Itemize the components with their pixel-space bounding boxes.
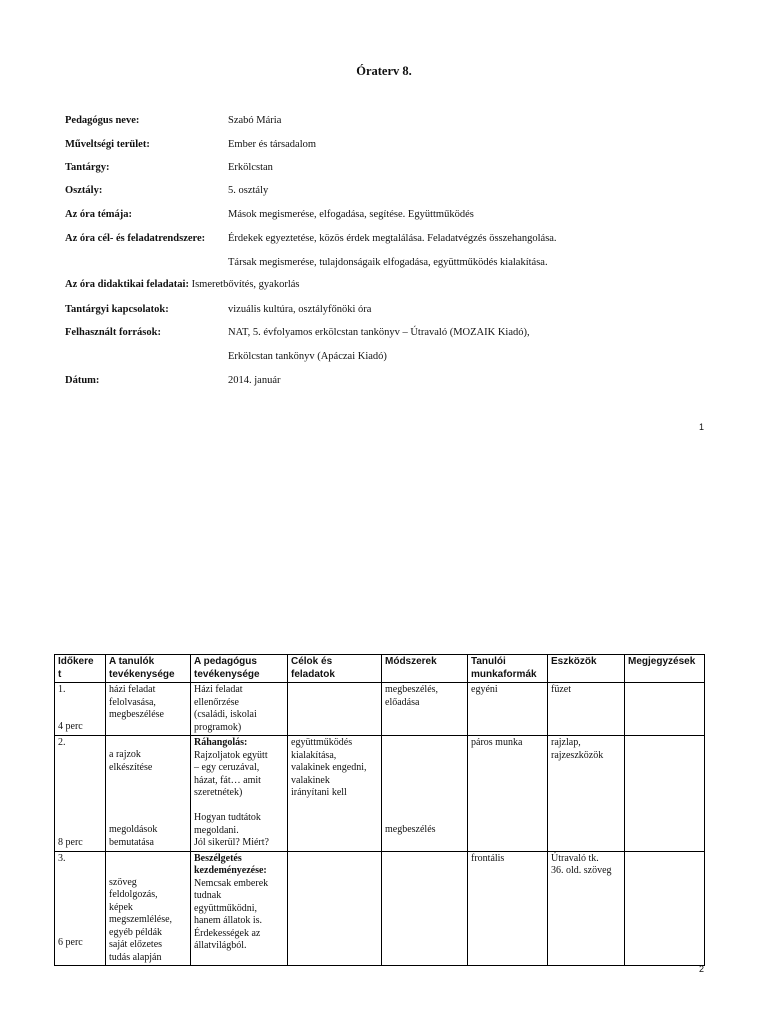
info-label: Pedagógus neve: — [65, 115, 140, 126]
info-value: 5. osztály — [228, 185, 269, 196]
students-cell — [106, 851, 191, 966]
forms-cell — [468, 736, 548, 852]
row-number: 1. — [58, 684, 66, 695]
info-value: Ismeretbővítés, gyakorlás — [191, 279, 300, 290]
tools-cell — [548, 736, 625, 852]
forms-text: frontális — [471, 852, 505, 864]
info-label: Felhasznált források: — [65, 327, 161, 338]
goals-cell — [288, 736, 382, 852]
students-cell — [106, 683, 191, 736]
teacher-cell — [191, 851, 288, 966]
methods-text: megbeszélés — [385, 823, 436, 835]
info-value: Mások megismerése, elfogadása, segítése. Együttműködés — [228, 209, 474, 220]
row-number: 2. — [58, 737, 66, 748]
tools-text: füzet — [551, 684, 571, 695]
col-header-students: A tanulók tevékenysége — [106, 655, 191, 683]
students-text: házi feladat felolvasása, megbeszélése — [109, 684, 164, 720]
lesson-plan-table — [54, 654, 705, 966]
info-label: Az óra didaktikai feladatai: — [65, 279, 189, 290]
table-header-row — [55, 655, 705, 683]
col-header-tools: Eszközök — [548, 655, 625, 683]
info-label: Dátum: — [65, 375, 100, 386]
goals-cell — [288, 851, 382, 966]
teacher-text: Házi feladat ellenőrzése (családi, iskolai programok) — [194, 684, 257, 733]
students-text-bottom: megoldások bemutatása — [109, 824, 158, 848]
duration: 6 perc — [58, 937, 83, 948]
col-header-forms: Tanulói munkaformák — [468, 655, 548, 683]
col-header-teacher: A pedagógus tevékenysége — [191, 655, 288, 683]
teacher-text: Rajzoljatok együtt – egy ceruzával, házat, fát… amit szeretnétek) Hogyan tudtátok megoldani. Jól sikerül? Miért? — [194, 749, 269, 848]
forms-cell — [468, 851, 548, 966]
info-label: Osztály: — [65, 185, 103, 196]
table-row — [55, 683, 705, 736]
info-value: Érdekek egyeztetése, közös érdek megtalálása. Feladatvégzés összehangolása. — [228, 233, 557, 244]
teacher-text: Nemcsak emberek tudnak együttműködni, hanem állatok is. Érdekességek az állatvilágból. — [194, 877, 269, 951]
goals-text: együttműködés kialakítása, valakinek engedni, valakinek irányítani kell — [291, 737, 367, 798]
methods-text: megbeszélés, előadása — [385, 684, 439, 708]
tools-text: rajzlap, rajzeszközök — [551, 737, 604, 761]
notes-cell — [625, 736, 705, 852]
teacher-cell — [191, 683, 288, 736]
info-value: vizuális kultúra, osztályfőnöki óra — [228, 304, 372, 315]
table-row — [55, 736, 705, 852]
info-value: Ember és társadalom — [228, 139, 317, 150]
info-value: NAT, 5. évfolyamos erkölcstan tankönyv – Útravaló (MOZAIK Kiadó), — [228, 327, 530, 338]
methods-cell — [382, 683, 468, 736]
students-cell — [106, 736, 191, 852]
duration: 4 perc — [58, 720, 83, 732]
info-value: Társak megismerése, tulajdonságaik elfogadása, együttműködés kialakítása. — [228, 257, 548, 268]
time-cell — [55, 683, 106, 736]
info-label: Az óra cél- és feladatrendszere: — [65, 233, 206, 244]
tools-text: Útravaló tk. 36. old. szöveg — [551, 852, 612, 876]
info-label: Az óra témája: — [65, 209, 133, 220]
info-label: Tantárgy: — [65, 162, 110, 173]
forms-text: egyéni — [471, 684, 498, 695]
page-number: 2 — [698, 964, 704, 974]
teacher-heading: Ráhangolás: — [194, 737, 248, 748]
teacher-cell — [191, 736, 288, 852]
notes-cell — [625, 683, 705, 736]
goals-cell — [288, 683, 382, 736]
info-label: Műveltségi terület: — [65, 139, 150, 150]
methods-cell — [382, 851, 468, 966]
info-value: 2014. január — [228, 375, 281, 386]
col-header-goals: Célok és feladatok — [288, 655, 382, 683]
col-header-notes: Megjegyzések — [625, 655, 705, 683]
duration: 8 perc — [58, 836, 83, 848]
table-row — [55, 851, 705, 966]
info-row-didactic — [65, 279, 299, 290]
notes-cell — [625, 851, 705, 966]
teacher-heading: Beszélgetés kezdeményezése: — [194, 852, 267, 876]
info-value: Szabó Mária — [228, 115, 282, 126]
col-header-time: Időkere t — [55, 655, 106, 683]
tools-cell — [548, 683, 625, 736]
students-text: szöveg feldolgozás, képek megszemlélése, egyéb példák saját előzetes tudás alapján — [109, 876, 173, 963]
row-number: 3. — [58, 852, 66, 864]
forms-cell — [468, 683, 548, 736]
tools-cell — [548, 851, 625, 966]
info-label: Tantárgyi kapcsolatok: — [65, 304, 169, 315]
time-cell — [55, 736, 106, 852]
forms-text: páros munka — [471, 737, 523, 748]
page-number: 1 — [698, 422, 704, 432]
info-value: Erkölcstan tankönyv (Apáczai Kiadó) — [228, 351, 387, 362]
col-header-methods: Módszerek — [382, 655, 468, 683]
students-text: a rajzok elkészítése — [109, 749, 153, 773]
info-value: Erkölcstan — [228, 162, 273, 173]
page-title: Óraterv 8. — [356, 64, 412, 78]
time-cell — [55, 851, 106, 966]
methods-cell — [382, 736, 468, 852]
